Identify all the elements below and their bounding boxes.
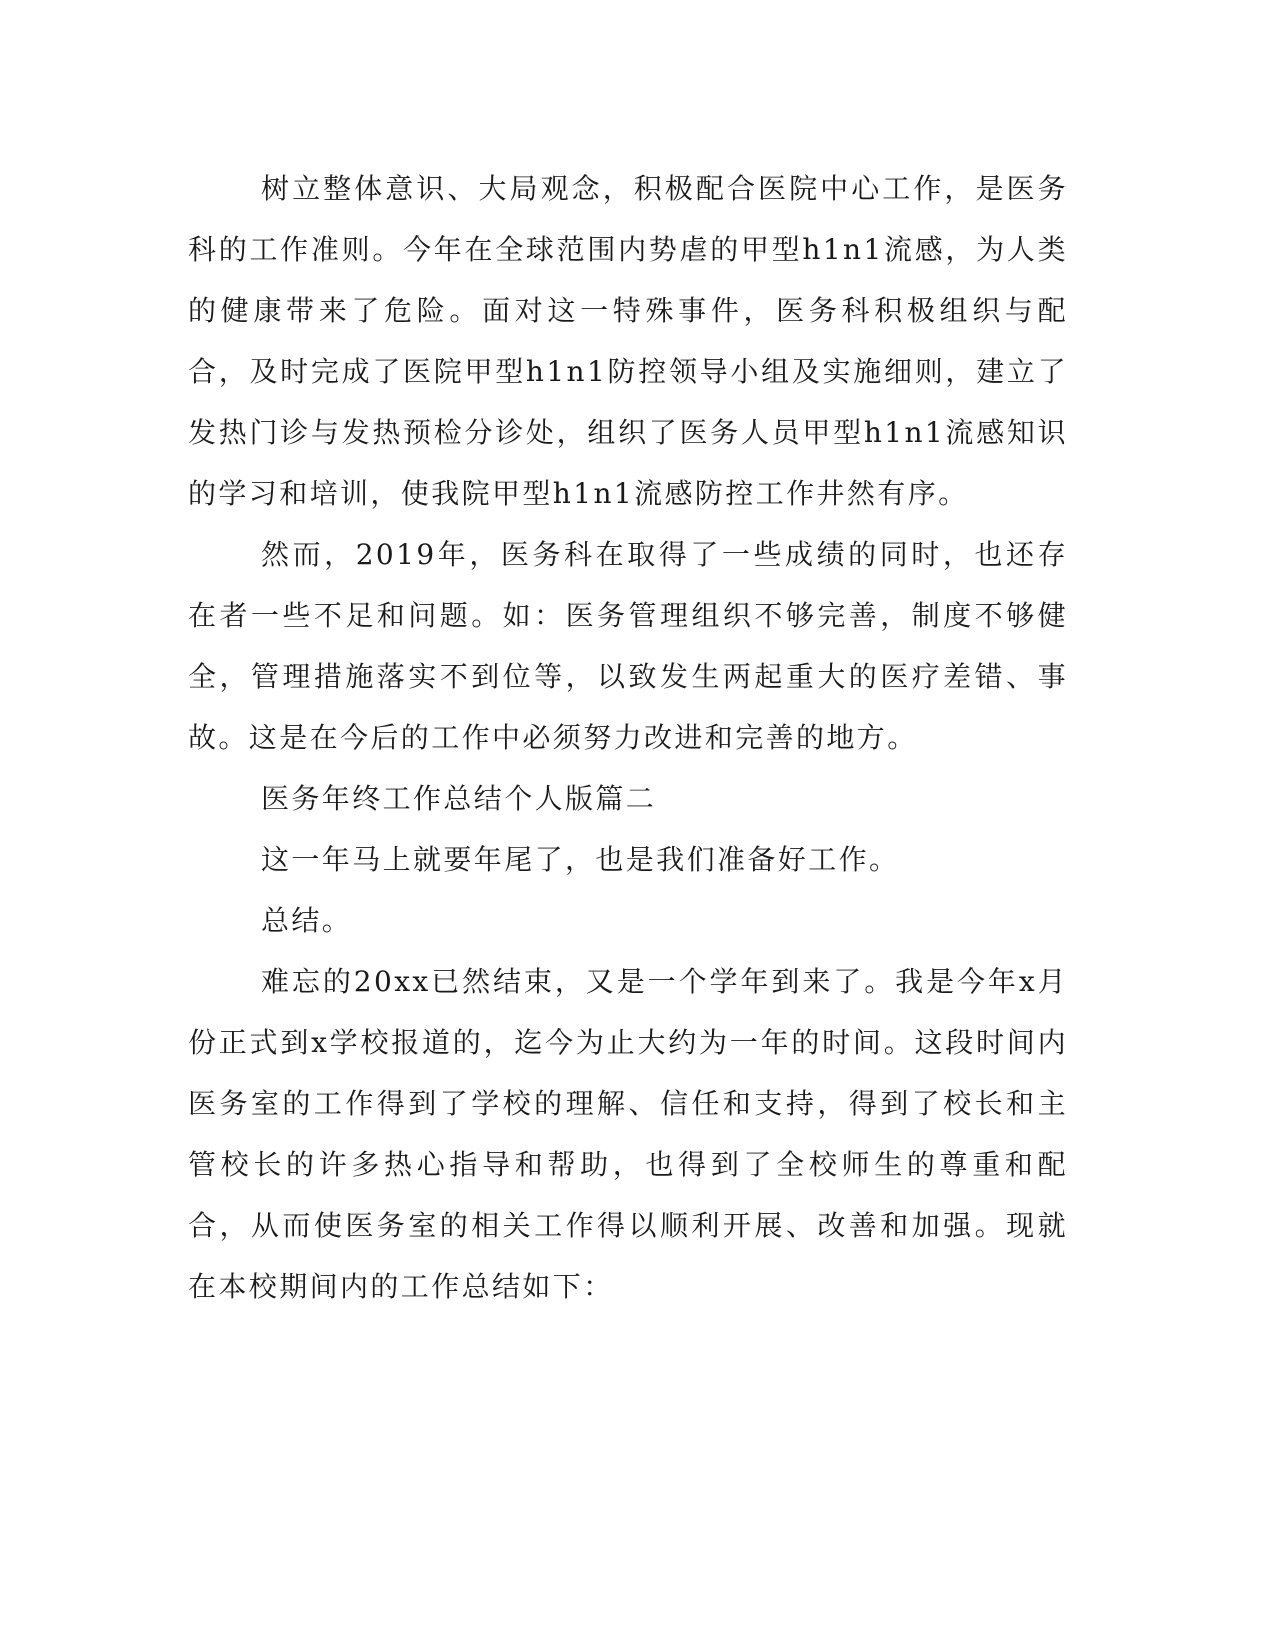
section-heading: 医务年终工作总结个人版篇二 — [261, 782, 657, 815]
paragraph-summary-label: 总结。 — [261, 904, 353, 937]
paragraph-year-end: 这一年马上就要年尾了，也是我们准备好工作。 — [261, 843, 900, 876]
paragraph-epidemic-response: 树立整体意识、大局观念，积极配合医院中心工作，是医务科的工作准则。今年在全球范围内势虐的甲型h1n1流感，为人类的健康带来了危险。面对这一特殊事件，医务科积极组织与配合，及时完成了医院甲型h1n1防控领导小组及实施细则，建立了发热门诊与发热预检分诊处，组织了医务人员甲型h1n1流感知识的学习和培训，使我院甲型h1n1流感防控工作井然有序。 — [188, 172, 1068, 510]
paragraph-shortcomings: 然而，2019年，医务科在取得了一些成绩的同时，也还存在者一些不足和问题。如：医务管理组织不够完善，制度不够健全，管理措施落实不到位等，以致发生两起重大的医疗差错、事故。这是在今后的工作中必须努力改进和完善的地方。 — [188, 538, 1068, 754]
paragraph-school-clinic: 难忘的20xx已然结束，又是一个学年到来了。我是今年x月份正式到x学校报道的，迄今为止大约为一年的时间。这段时间内医务室的工作得到了学校的理解、信任和支持，得到了校长和主管校长的许多热心指导和帮助，也得到了全校师生的尊重和配合，从而使医务室的相关工作得以顺利开展、改善和加强。现就在本校期间内的工作总结如下： — [188, 965, 1068, 1303]
document-body — [188, 158, 1068, 1317]
